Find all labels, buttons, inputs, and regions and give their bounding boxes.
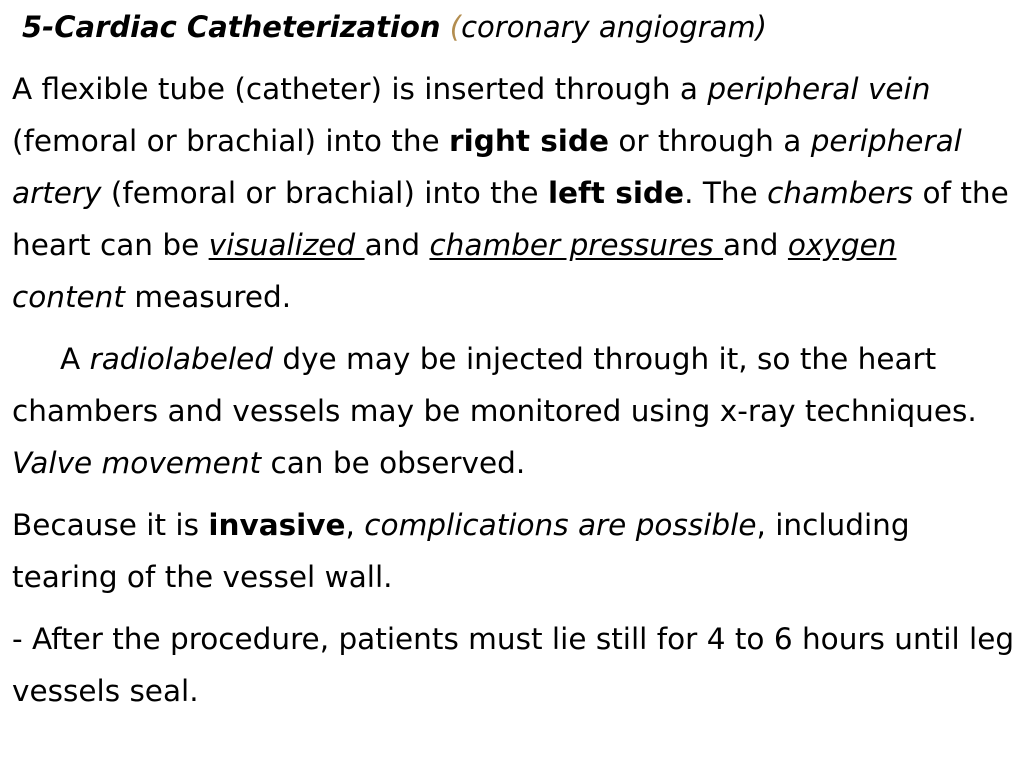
text-run: Because it is [12,507,209,542]
term-radiolabeled: radiolabeled [89,341,273,376]
term-visualized: visualized [208,227,365,262]
text-run: of the heart can be [12,175,1009,262]
text-run: (femoral or brachial) into the [101,175,548,210]
text-run: A [60,341,90,376]
text-run: and [723,227,788,262]
term-peripheral-vein: peripheral vein [707,71,931,106]
term-complications: complications are possible [364,507,757,542]
term-invasive: invasive [208,507,346,542]
text-run: - After the procedure, patients must lie still for 4 to 6 hours until leg vessels seal. [12,621,1015,708]
text-run: , [345,507,365,542]
term-valve-movement: Valve movement [12,445,262,480]
text-run: (femoral or brachial) into the [12,123,450,158]
term-left-side: left side [547,175,685,210]
paragraph-after-procedure [12,613,1016,717]
term-content: content [12,279,125,314]
text-run: dye may be injected through it, so the heart chambers and vessels may be monitored using x-ray techniques. [12,341,977,428]
title-main: 5-Cardiac Catheterization [22,10,441,44]
slide-title [22,10,1016,45]
text-run: , including tearing of the vessel wall. [12,507,910,594]
term-oxygen: oxygen [787,227,897,262]
text-run: and [364,227,430,262]
title-open-paren: ( [449,10,462,44]
term-chambers: chambers [767,175,914,210]
title-subtitle: coronary angiogram) [461,10,767,44]
text-run: A flexible tube (catheter) is inserted through a [12,71,708,106]
term-right-side: right side [449,123,609,158]
paragraph-radiolabeled-dye [12,333,1016,489]
text-run: . The [684,175,768,210]
paragraph-catheter-insertion [12,63,1016,323]
term-peripheral-artery: peripheral artery [12,123,962,210]
text-run: can be observed. [261,445,526,480]
paragraph-invasive [12,499,1016,603]
text-run: measured. [124,279,292,314]
term-chamber-pressures: chamber pressures [429,227,724,262]
text-run: or through a [609,123,811,158]
